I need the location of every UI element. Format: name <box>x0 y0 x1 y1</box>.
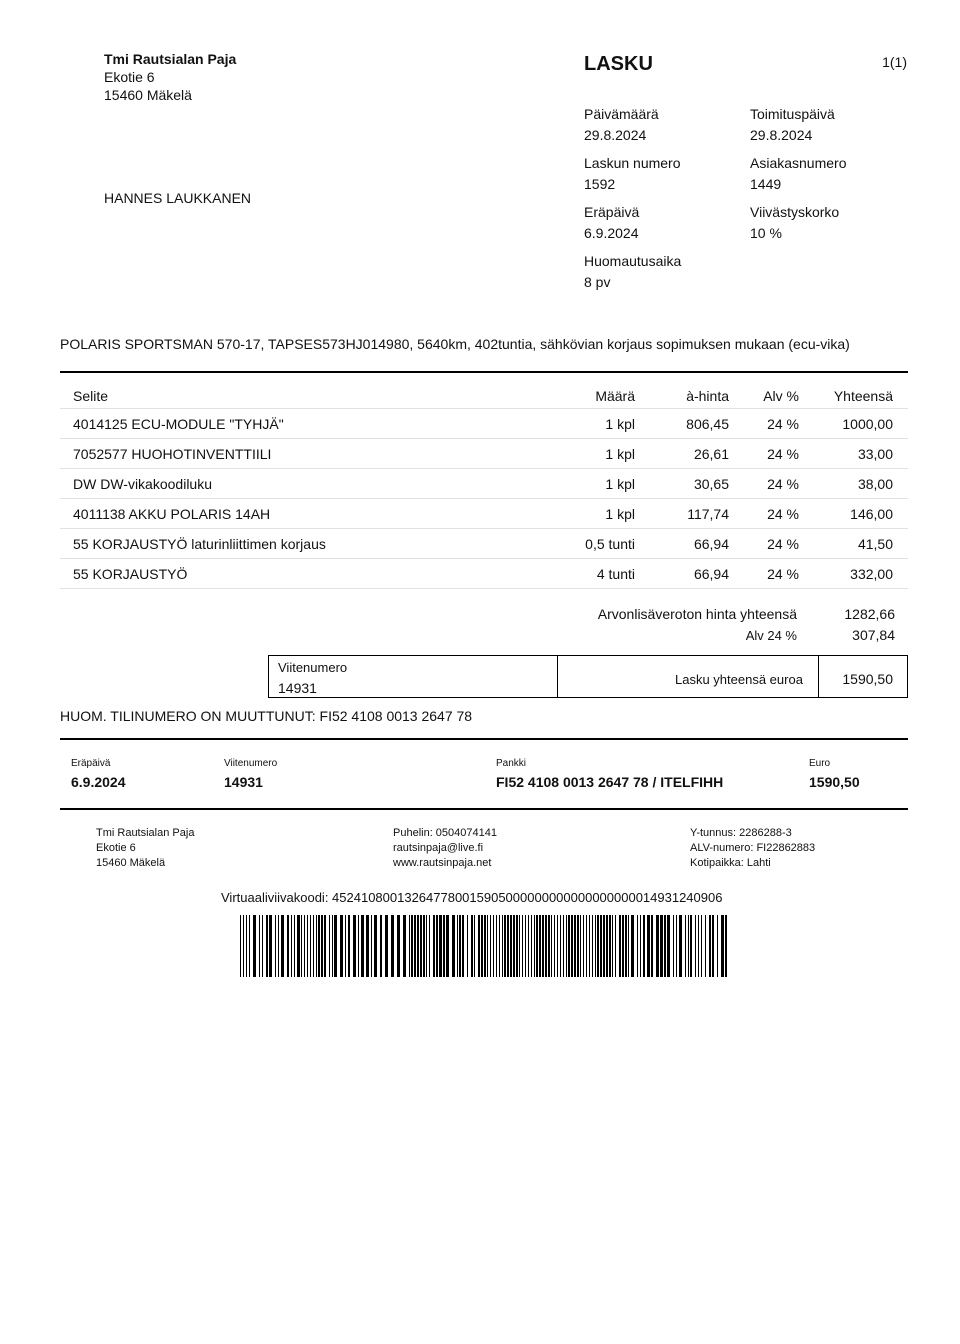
footer-phone: Puhelin: 0504074141 <box>393 827 497 839</box>
work-description: POLARIS SPORTSMAN 570-17, TAPSES573HJ014980, 5640km, 402tuntia, sähkövian korjaus sopimuksen mukaan (ecu-vika) <box>60 336 850 352</box>
row-unit-price: 117,74 <box>649 499 743 529</box>
row-unit-price: 66,94 <box>649 529 743 559</box>
delivery-label: Toimituspäivä <box>750 106 835 122</box>
footer-website: www.rautsinpaja.net <box>393 857 492 869</box>
row-description: 7052577 HUOHOTINVENTTIILI <box>60 439 545 469</box>
table-row <box>60 559 908 589</box>
footer-company-street: Ekotie 6 <box>96 842 136 854</box>
row-unit-price: 30,65 <box>649 469 743 499</box>
row-quantity: 4 tunti <box>545 559 649 589</box>
row-total: 332,00 <box>799 559 908 589</box>
row-vat: 24 % <box>743 439 799 469</box>
barcode-bar <box>725 915 726 977</box>
payment-due-label: Eräpäivä <box>71 758 111 769</box>
invoice-total: 1590,50 <box>842 671 893 687</box>
row-quantity: 1 kpl <box>545 469 649 499</box>
sender-street: Ekotie 6 <box>104 69 155 85</box>
table-row <box>60 409 908 439</box>
totals-box-divider <box>818 655 819 698</box>
recipient-name: HANNES LAUKKANEN <box>104 190 252 206</box>
footer-email: rautsinpaja@live.fi <box>393 842 484 854</box>
notice-period-label: Huomautusaika <box>584 253 682 269</box>
row-quantity: 1 kpl <box>545 409 649 439</box>
row-quantity: 1 kpl <box>545 439 649 469</box>
row-description: DW DW-vikakoodiluku <box>60 469 545 499</box>
row-total: 41,50 <box>799 529 908 559</box>
row-total: 33,00 <box>799 439 908 469</box>
row-vat: 24 % <box>743 529 799 559</box>
row-total: 38,00 <box>799 469 908 499</box>
euro-label: Euro <box>809 758 831 769</box>
table-row <box>60 469 908 499</box>
page-number: 1(1) <box>882 54 907 70</box>
footer-vat-number: ALV-numero: FI22862883 <box>690 842 816 854</box>
row-unit-price: 26,61 <box>649 439 743 469</box>
row-quantity: 0,5 tunti <box>545 529 649 559</box>
footer-company-city: 15460 Mäkelä <box>96 857 166 869</box>
row-unit-price: 66,94 <box>649 559 743 589</box>
footer-company-name: Tmi Rautsialan Paja <box>96 827 195 839</box>
row-description: 4011138 AKKU POLARIS 14AH <box>60 499 545 529</box>
header-unit-price: à-hinta <box>649 384 743 409</box>
totals-box-divider <box>557 655 558 698</box>
payment-reference-label: Viitenumero <box>224 758 278 769</box>
row-total: 146,00 <box>799 499 908 529</box>
payment-amount: 1590,50 <box>809 774 860 790</box>
footer-domicile: Kotipaikka: Lahti <box>690 857 771 869</box>
header-quantity: Määrä <box>545 384 649 409</box>
header-vat: Alv % <box>743 384 799 409</box>
row-total: 1000,00 <box>799 409 908 439</box>
row-vat: 24 % <box>743 499 799 529</box>
customer-number: 1449 <box>750 176 782 192</box>
invoice-total-label: Lasku yhteensä euroa <box>675 672 803 687</box>
row-quantity: 1 kpl <box>545 499 649 529</box>
penalty-interest: 10 % <box>750 225 782 241</box>
row-unit-price: 806,45 <box>649 409 743 439</box>
delivery-value: 29.8.2024 <box>750 127 813 143</box>
table-row <box>60 439 908 469</box>
payment-barcode <box>240 915 728 977</box>
document-title: LASKU <box>584 53 653 75</box>
net-total-label: Arvonlisäveroton hinta yhteensä <box>597 606 797 622</box>
row-vat: 24 % <box>743 469 799 499</box>
invoice-number-label: Laskun numero <box>584 155 681 171</box>
row-vat: 24 % <box>743 559 799 589</box>
invoice-number: 1592 <box>584 176 616 192</box>
reference-label: Viitenumero <box>278 660 348 675</box>
table-top-rule <box>60 371 908 373</box>
net-total: 1282,66 <box>844 606 895 622</box>
row-vat: 24 % <box>743 409 799 439</box>
invoice-lines-table <box>60 384 908 589</box>
payment-due-date: 6.9.2024 <box>71 774 126 790</box>
sender-name: Tmi Rautsialan Paja <box>104 51 237 67</box>
bank-label: Pankki <box>496 758 527 769</box>
virtual-barcode-label: Virtuaaliviivakoodi: 452410800132647780015905000000000000000000014931240906 <box>221 890 723 905</box>
payment-reference: 14931 <box>224 774 263 790</box>
payment-top-rule <box>60 738 908 740</box>
date-label: Päivämäärä <box>584 106 659 122</box>
header-total: Yhteensä <box>799 384 908 409</box>
due-date: 6.9.2024 <box>584 225 639 241</box>
bank-account: FI52 4108 0013 2647 78 / ITELFIHH <box>496 774 724 790</box>
vat-total: 307,84 <box>852 627 895 643</box>
table-row <box>60 499 908 529</box>
row-description: 55 KORJAUSTYÖ <box>60 559 545 589</box>
totals-box <box>268 655 908 698</box>
row-description: 4014125 ECU-MODULE "TYHJÄ" <box>60 409 545 439</box>
table-row <box>60 529 908 559</box>
date-value: 29.8.2024 <box>584 127 647 143</box>
header-description: Selite <box>60 384 545 409</box>
vat-total-label: Alv 24 % <box>745 628 797 643</box>
account-change-notice: HUOM. TILINUMERO ON MUUTTUNUT: FI52 4108 0013 2647 78 <box>60 708 473 724</box>
payment-bottom-rule <box>60 808 908 810</box>
table-header-row <box>60 384 908 409</box>
footer-business-id: Y-tunnus: 2286288-3 <box>690 827 792 839</box>
penalty-interest-label: Viivästyskorko <box>750 204 840 220</box>
notice-period: 8 pv <box>584 274 611 290</box>
row-description: 55 KORJAUSTYÖ laturinliittimen korjaus <box>60 529 545 559</box>
sender-city: 15460 Mäkelä <box>104 87 192 103</box>
reference-number: 14931 <box>278 680 317 696</box>
due-date-label: Eräpäivä <box>584 204 640 220</box>
customer-number-label: Asiakasnumero <box>750 155 847 171</box>
